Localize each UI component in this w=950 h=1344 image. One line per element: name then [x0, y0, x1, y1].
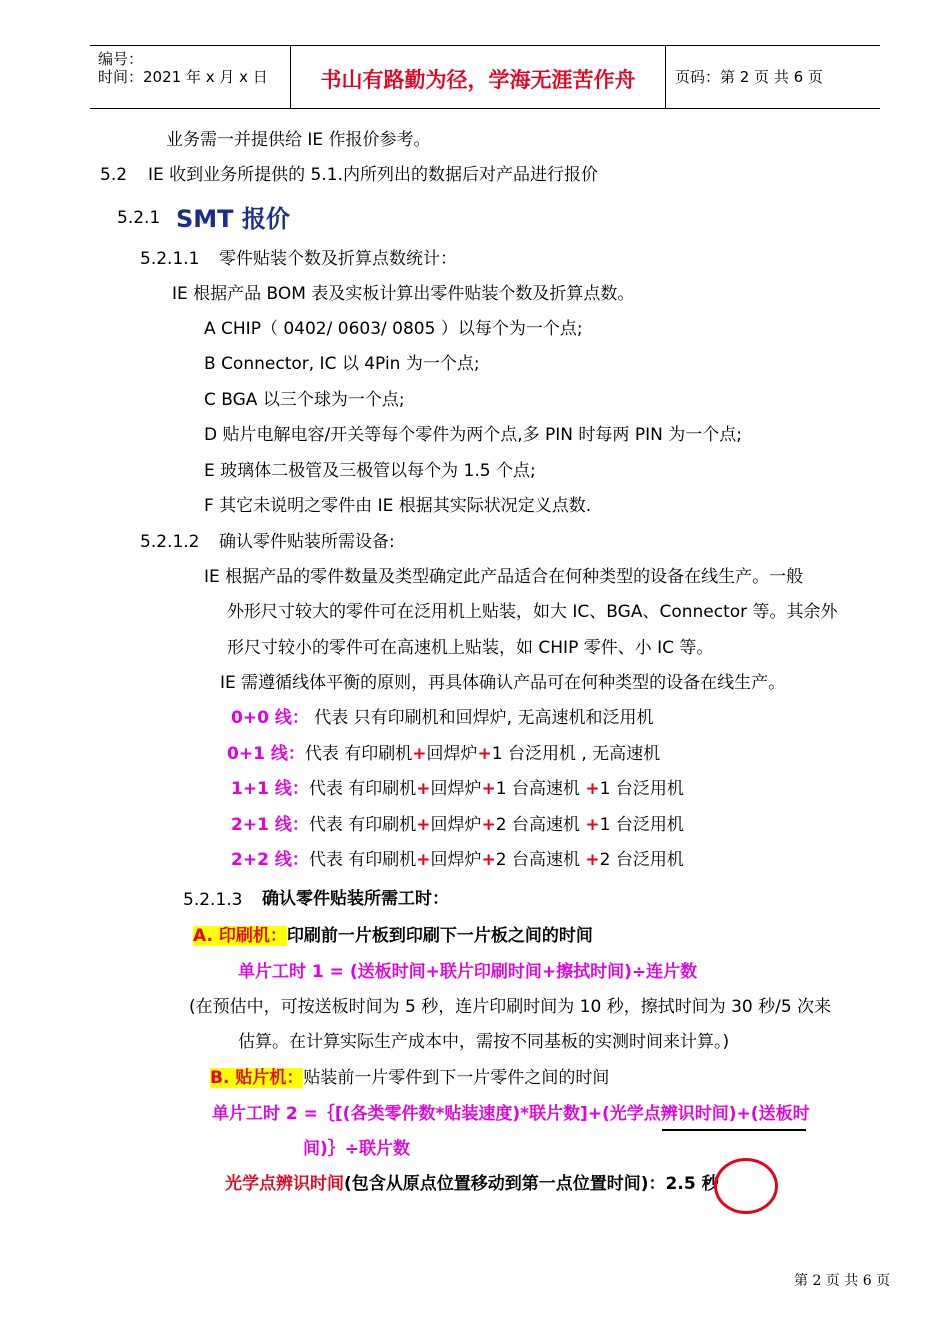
line-type-desc: 1 台高速机 — [495, 779, 586, 799]
plus-sign: + — [585, 779, 600, 799]
line-type-desc: 代表 有印刷机 — [308, 850, 417, 870]
optical-value: 2.5 秒 — [665, 1174, 719, 1194]
optical-label: 光学点辨识时间 — [225, 1174, 344, 1194]
line-type-desc: 1 台泛用机 — [599, 815, 684, 835]
line-type-desc: 回焊炉 — [430, 779, 482, 799]
line-type-desc: 回焊炉 — [430, 815, 482, 835]
section-5-2-1-1-desc: IE 根据产品 BOM 表及实板计算出零件贴装个数及折算点数。 — [172, 284, 635, 304]
printer-label: A. 印刷机： — [193, 926, 287, 946]
list-item: C BGA 以三个球为一个点; — [204, 390, 405, 410]
plus-sign: + — [412, 744, 427, 764]
list-item: A CHIP（ 0402/ 0603/ 0805 ）以每个为一个点; — [204, 319, 583, 339]
line-type-label: 0+1 线： — [227, 744, 305, 764]
plus-sign: + — [416, 850, 431, 870]
section-5-2-1-3-text: 确认零件贴装所需工时： — [262, 889, 449, 909]
section-5-2-1-2-number: 5.2.1.2 — [140, 532, 200, 552]
line-type-0-0 — [231, 706, 653, 730]
line-type-desc: 回焊炉 — [430, 850, 482, 870]
section-5-2-1-1-text: 零件贴装个数及折算点数统计： — [219, 249, 457, 269]
note-line: 估算。在计算实际生产成本中，需按不同基板的实测时间来计算。) — [238, 1032, 730, 1052]
line-type-desc: 代表 有印刷机 — [308, 815, 417, 835]
plus-sign: + — [481, 850, 496, 870]
section-5-2-1-3-number: 5.2.1.3 — [183, 890, 243, 910]
line-type-0-1 — [227, 742, 660, 766]
page-header — [90, 45, 880, 109]
paragraph-line: IE 需遵循线体平衡的原则，再具体确认产品可在何种类型的设备在线生产。 — [220, 673, 786, 693]
line-type-desc: 2 台高速机 — [495, 850, 586, 870]
list-item: F 其它未说明之零件由 IE 根据其实际状况定义点数. — [204, 496, 592, 516]
plus-sign: + — [481, 815, 496, 835]
line-type-label: 1+1 线： — [231, 779, 309, 799]
line-type-desc: 回焊炉 — [426, 744, 478, 764]
header-meta-cell — [90, 46, 290, 108]
placer-line — [210, 1066, 609, 1090]
line-type-label: 0+0 线： — [231, 708, 309, 728]
optical-line — [225, 1172, 719, 1196]
line-type-desc: 1 台泛用机 , 无高速机 — [491, 744, 661, 764]
line-type-desc: 代表 只有印刷机和回焊炉, 无高速机和泛用机 — [314, 708, 654, 728]
line-type-2-1 — [231, 813, 684, 837]
placer-label: B. 贴片机： — [210, 1068, 304, 1088]
formula-2-line-1: 单片工时 2 =｛[(各类零件数*贴装速度)*联片数]+(光学点辨识时间)+(送板时 — [212, 1104, 810, 1124]
paragraph-line: IE 根据产品的零件数量及类型确定此产品适合在何种类型的设备在线生产。一般 — [204, 567, 804, 587]
header-time-label: 时间：2021 年 x 月 x 日 — [98, 68, 268, 86]
plus-sign: + — [416, 815, 431, 835]
list-item: E 玻璃体二极管及三极管以每个为 1.5 个点; — [204, 461, 536, 481]
page-footer: 第 2 页 共 6 页 — [794, 1273, 891, 1289]
note-line: (在预估中，可按送板时间为 5 秒，连片印刷时间为 10 秒，擦拭时间为 30 秒/5 次来 — [189, 997, 832, 1017]
section-5-2-text: IE 收到业务所提供的 5.1.内所列出的数据后对产品进行报价 — [148, 165, 599, 185]
line-type-label: 2+1 线： — [231, 815, 309, 835]
plus-sign: + — [585, 815, 600, 835]
section-5-2-1-1-number: 5.2.1.1 — [140, 249, 200, 269]
formula-2-line-2: 间)｝÷联片数 — [303, 1139, 411, 1159]
header-number-label: 编号： — [98, 50, 144, 68]
line-type-label: 2+2 线： — [231, 850, 309, 870]
optical-text: (包含从原点位置移动到第一点位置时间)： — [344, 1174, 666, 1194]
plus-sign: + — [481, 779, 496, 799]
line-type-desc: 2 台高速机 — [495, 815, 586, 835]
section-5-2-1-2-text: 确认零件贴装所需设备: — [219, 532, 395, 552]
header-page-cell — [665, 46, 880, 108]
highlight-circle — [714, 1158, 778, 1214]
plus-sign: + — [585, 850, 600, 870]
formula-1: 单片工时 1 = (送板时间+联片印刷时间+擦拭时间)÷连片数 — [238, 962, 698, 982]
line-type-1-1 — [231, 777, 684, 801]
paragraph-line: 形尺寸较小的零件可在高速机上贴装，如 CHIP 零件、小 IC 等。 — [227, 638, 714, 658]
section-5-2-1-number: 5.2.1 — [117, 208, 161, 228]
header-page-label: 页码：第 2 页 共 6 页 — [675, 68, 823, 86]
list-item: D 贴片电解电容/开关等每个零件为两个点,多 PIN 时每两 PIN 为一个点; — [204, 425, 742, 445]
header-motto-cell — [290, 46, 666, 108]
line-type-desc: 2 台泛用机 — [599, 850, 684, 870]
plus-sign: + — [416, 779, 431, 799]
text-line: 业务需一并提供给 IE 作报价参考。 — [166, 130, 431, 150]
formula-underline — [662, 1129, 806, 1131]
line-type-desc: 1 台泛用机 — [599, 779, 684, 799]
line-type-2-2 — [231, 848, 684, 872]
paragraph-line: 外形尺寸较大的零件可在泛用机上贴装，如大 IC、BGA、Connector 等。其余外 — [227, 602, 838, 622]
placer-text: 贴装前一片零件到下一片零件之间的时间 — [303, 1068, 610, 1088]
line-type-desc: 代表 有印刷机 — [304, 744, 413, 764]
section-5-2-number: 5.2 — [100, 165, 128, 185]
section-5-2-1-title: SMT 报价 — [176, 205, 290, 233]
plus-sign: + — [477, 744, 492, 764]
printer-line — [193, 924, 593, 948]
header-motto: 书山有路勤为径，学海无涯苦作舟 — [320, 67, 636, 92]
line-type-desc: 代表 有印刷机 — [308, 779, 417, 799]
printer-text: 印刷前一片板到印刷下一片板之间的时间 — [286, 926, 593, 946]
list-item: B Connector, IC 以 4Pin 为一个点; — [204, 354, 480, 374]
